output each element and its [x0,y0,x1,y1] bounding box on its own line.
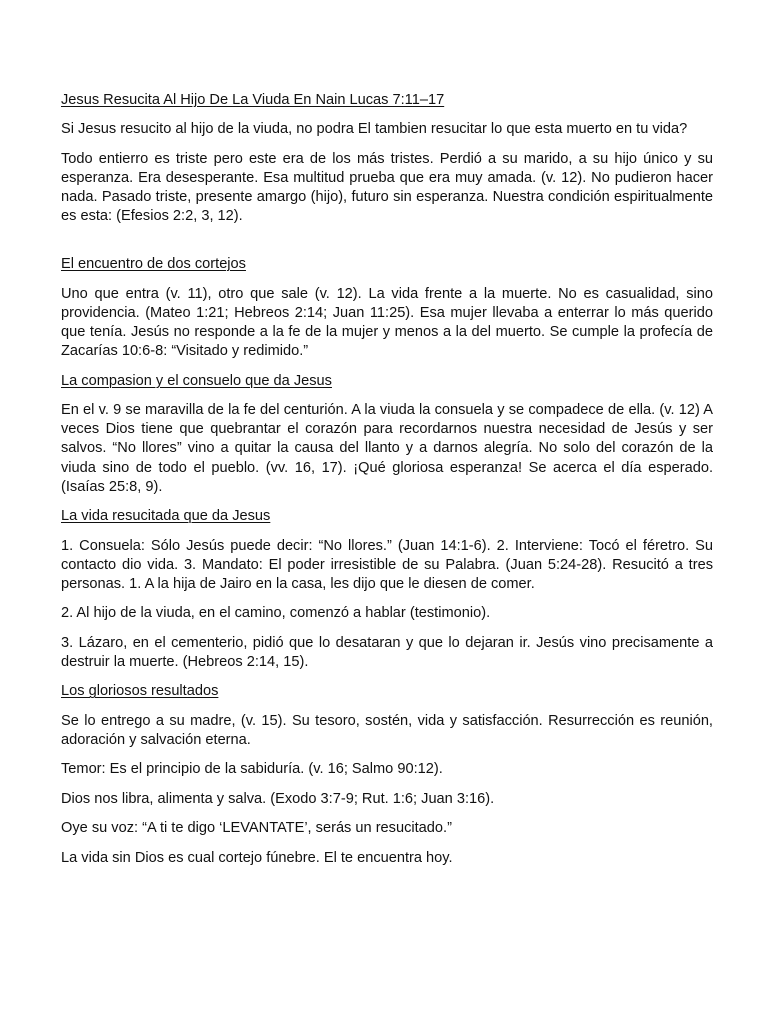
section-paragraph: Oye su voz: “A ti te digo ‘LEVANTATE’, serás un resucitado.” [61,820,452,837]
section-paragraph: Temor: Es el principio de la sabiduría. (v. 16; Salmo 90:12). [61,761,443,778]
document-title: Jesus Resucita Al Hijo De La Viuda En Nain Lucas 7:11–17 [61,92,445,108]
intro-paragraph: Todo entierro es triste pero este era de los más tristes. Perdió a su marido, a su hijo único y su esperanza. Era desesperante. Esa multitud prueba que era muy amada. (v. 12). No pudieron hacer nada. Pasado triste, presente amargo (hijo), futuro sin esperanza. Nuestra condición espiritualmente es esta: (Efesios 2:2, 3, 12). [61,150,713,225]
section-heading-vida-resucitada: La vida resucitada que da Jesus [61,508,271,525]
section-paragraph: 3. Lázaro, en el cementerio, pidió que lo desataran y que lo dejaran ir. Jesús vino precisamente a destruir la muerte. (Hebreos 2:14, 15). [61,634,713,670]
section-paragraph: Se lo entrego a su madre, (v. 15). Su tesoro, sostén, vida y satisfacción. Resurrección es reunión, adoración y salvación eterna. [61,712,713,748]
opening-question: Si Jesus resucito al hijo de la viuda, no podra El tambien resucitar lo que esta muerto en tu vida? [61,121,688,138]
section-heading-encuentro: El encuentro de dos cortejos [61,256,246,273]
section-paragraph: 1. Consuela: Sólo Jesús puede decir: “No llores.” (Juan 14:1-6). 2. Interviene: Tocó el féretro. Su contacto dio vida. 3. Mandato: El poder irresistible de su Palabra. (Juan 5:24-28). Resucitó a tres personas. 1. A la hija de Jairo en la casa, les dijo que le diesen de comer. [61,537,713,592]
section-paragraph: Dios nos libra, alimenta y salva. (Exodo 3:7-9; Rut. 1:6; Juan 3:16). [61,790,495,807]
section-heading-compasion: La compasion y el consuelo que da Jesus [61,372,332,389]
section-paragraph: La vida sin Dios es cual cortejo fúnebre. El te encuentra hoy. [61,849,453,866]
section-heading-resultados: Los gloriosos resultados [61,683,219,700]
section-paragraph: En el v. 9 se maravilla de la fe del centurión. A la viuda la consuela y se compadece de ella. (v. 12) A veces Dios tiene que quebrantar el corazón para recordarnos nuestra necesidad de Jesús y ser salvos. “No llores” vino a quitar la causa del llanto y a darnos alegría. No solo del corazón de la viuda sino de todo el pueblo. (vv. 16, 17). ¡Qué gloriosa esperanza! Se acerca el día esperado. (Isaías 25:8, 9). [61,401,713,495]
section-paragraph: Uno que entra (v. 11), otro que sale (v. 12). La vida frente a la muerte. No es casualidad, sino providencia. (Mateo 1:21; Hebreos 2:14; Juan 11:25). Esa mujer llevaba a enterrar lo más querido que tenía. Jesús no responde a la fe de la mujer y menos a la del muerto. Se cumple la profecía de Zacarías 10:6-8: “Visitado y redimido.” [61,285,713,360]
document-page [61,91,713,878]
section-paragraph: 2. Al hijo de la viuda, en el camino, comenzó a hablar (testimonio). [61,605,491,622]
